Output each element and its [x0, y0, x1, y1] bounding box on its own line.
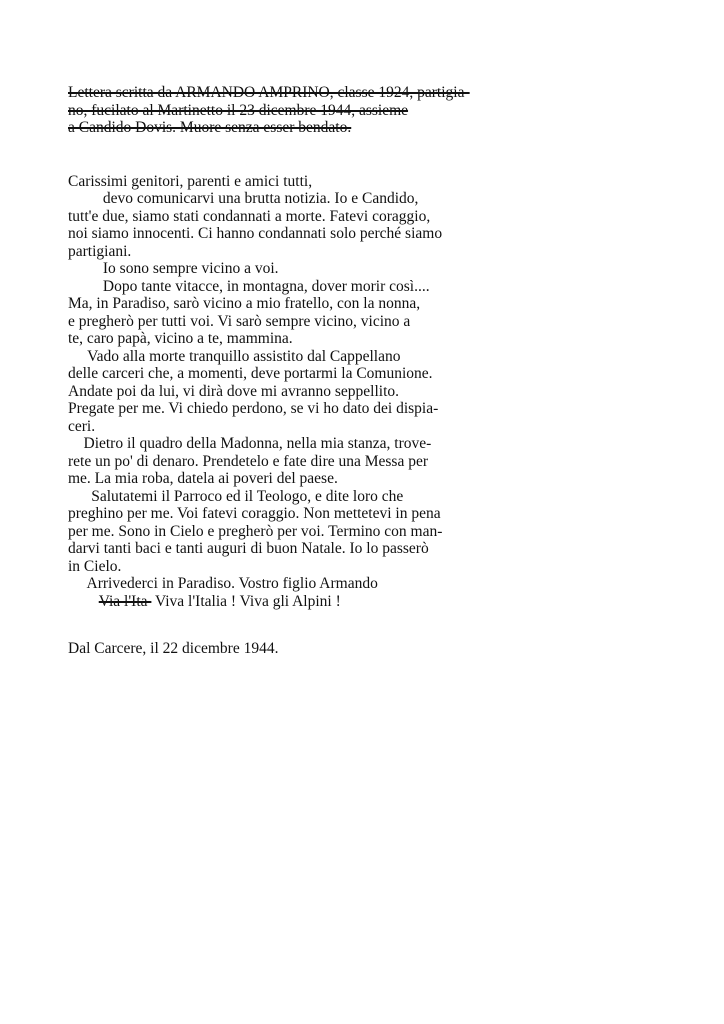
indent-spaces [68, 593, 99, 610]
closing-block [68, 640, 648, 658]
text-line: e pregherò per tutti voi. Vi sarò sempre vicino, vicino a [68, 312, 411, 330]
text-line: rete un po' di denaro. Prendetelo e fate dire una Messa per [68, 452, 429, 470]
text-line: preghino per me. Voi fatevi coraggio. Non mettetevi in pena [68, 505, 441, 522]
text-line: tutt'e due, siamo stati condannati a morte. Fatevi coraggio, [68, 207, 431, 225]
viva-text: Viva l'Italia ! Viva gli Alpini ! [151, 592, 341, 610]
text-line: Lettera scritta da ARMANDO AMPRINO, classe 1924, partigia- [68, 84, 470, 101]
text-line: Carissimi genitori, parenti e amici tutti, [68, 172, 313, 190]
text-line: me. La mia roba, datela ai poveri del paese. [68, 470, 338, 487]
letter-header-struckthrough [68, 84, 648, 137]
letter-body [68, 173, 648, 593]
letter-content [68, 84, 648, 658]
text-line: devo comunicarvi una brutta notizia. Io e Candido, [68, 190, 419, 207]
text-line: partigiani. [68, 242, 132, 260]
text-line: darvi tanti baci e tanti auguri di buon Natale. Io lo passerò [68, 540, 429, 557]
text-line: te, caro papà, vicino a te, mammina. [68, 330, 293, 347]
text-line: ceri. [68, 417, 96, 435]
text-line: Pregate per me. Vi chiedo perdono, se vi ho dato dei dispia- [68, 400, 439, 417]
text-line: Andate poi da lui, vi dirà dove mi avranno seppellito. [68, 382, 400, 400]
viva-italia-line [68, 593, 648, 611]
text-line: per me. Sono in Cielo e pregherò per voi. Termino con man- [68, 522, 443, 540]
text-line: a Candido Dovis. Muore senza esser bendato. [68, 119, 352, 136]
text-line: Arrivederci in Paradiso. Vostro figlio Armando [68, 575, 378, 592]
text-line: delle carceri che, a momenti, deve portarmi la Comunione. [68, 365, 433, 382]
text-line: Dopo tante vitacce, in montagna, dover morir così.... [68, 277, 430, 295]
text-line: Dietro il quadro della Madonna, nella mia stanza, trove- [68, 435, 432, 452]
text-line: noi siamo innocenti. Ci hanno condannati solo perché siamo [68, 225, 443, 242]
closing-dateline: Dal Carcere, il 22 dicembre 1944. [68, 640, 279, 657]
text-line: in Cielo. [68, 557, 122, 575]
text-line: Salutatemi il Parroco ed il Teologo, e dite loro che [68, 487, 404, 505]
text-line: Ma, in Paradiso, sarò vicino a mio fratello, con la nonna, [68, 295, 421, 312]
text-line: Vado alla morte tranquillo assistito dal Cappellano [68, 347, 401, 365]
struck-text: Via l'Ita [98, 592, 152, 610]
text-line: no, fucilato al Martinetto il 23 dicembre 1944, assieme [68, 101, 409, 119]
text-line: Io sono sempre vicino a voi. [68, 260, 279, 277]
